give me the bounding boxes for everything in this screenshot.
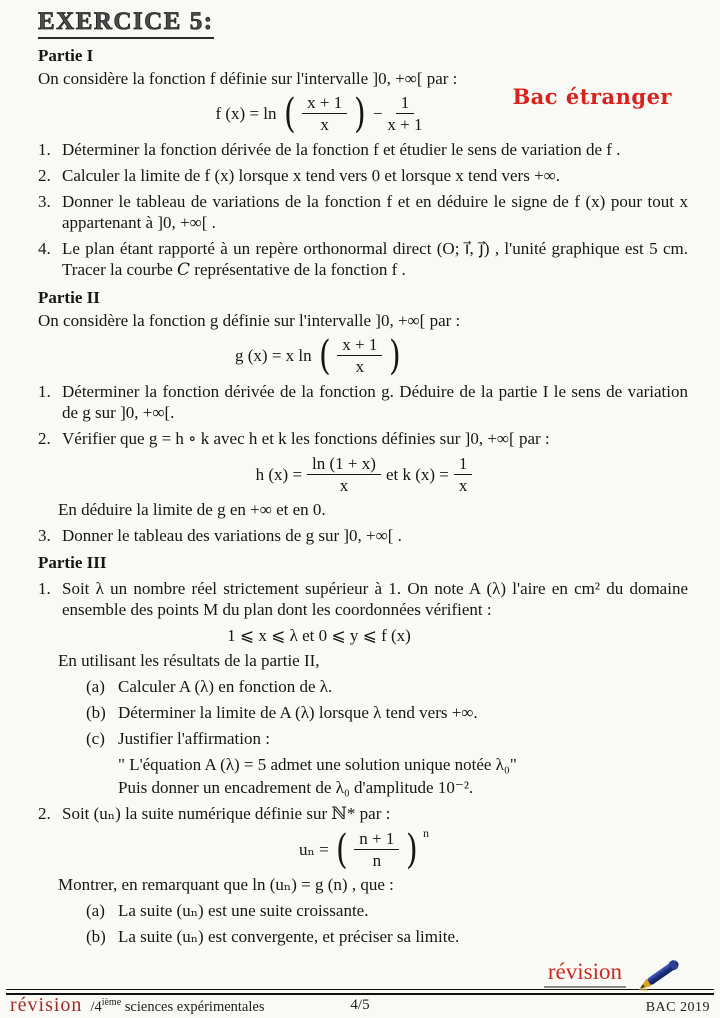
pen-icon xyxy=(630,954,686,998)
item-text: Calculer la limite de f (x) lorsque x tend vers 0 et lorsque x tend vers +∞. xyxy=(62,166,561,185)
fraction-numerator: n + 1 xyxy=(354,829,399,850)
footer-brand: révision xyxy=(10,994,83,1016)
fraction xyxy=(454,454,473,495)
item-text: Donner le tableau des variations de g sur ]0, +∞[ . xyxy=(62,526,402,545)
open-paren: ( xyxy=(318,332,331,379)
formula-un xyxy=(38,826,690,873)
footer-page-number: 4/5 xyxy=(350,997,370,1013)
part-2-heading: Partie II xyxy=(38,288,100,307)
item-number: 4. xyxy=(38,239,51,258)
sub-list-item xyxy=(86,900,690,921)
fraction xyxy=(302,93,347,134)
footer-course-rest: sciences expérimentales xyxy=(121,999,265,1015)
item-text: Déterminer la fonction dérivée de la fonction g. Déduire de la partie I le sens de variation de g sur ]0, +∞[. xyxy=(62,382,688,422)
item-number: 1. xyxy=(38,140,51,159)
revision-watermark-text: révision xyxy=(544,959,626,988)
montrer-line: Montrer, en remarquant que ln (uₙ) = g (n) , que : xyxy=(58,875,394,894)
encadrement-line: Puis donner un encadrement de λ₀ d'amplitude 10⁻². xyxy=(118,778,474,797)
list-item xyxy=(38,165,690,186)
footer xyxy=(10,995,710,1017)
formula-k-lhs: et k (x) = xyxy=(385,465,449,484)
sub-item-text: Calculer A (λ) en fonction de λ. xyxy=(118,677,333,696)
sub-item-label: (b) xyxy=(86,703,106,722)
item-number: 3. xyxy=(38,192,51,211)
fraction xyxy=(307,454,381,495)
formula-un-lhs: uₙ = xyxy=(298,840,329,859)
inequality-line: 1 ⩽ x ⩽ λ et 0 ⩽ y ⩽ f (x) xyxy=(227,626,411,645)
fraction-numerator: 1 xyxy=(454,454,473,475)
sub-list-item xyxy=(86,676,690,697)
fraction-denominator: x xyxy=(458,476,468,495)
list-item xyxy=(38,381,690,423)
fraction-denominator: x xyxy=(339,476,349,495)
item-number: 1. xyxy=(38,382,51,401)
close-paren: ) xyxy=(389,332,402,379)
sub-item-text: Déterminer la limite de A (λ) lorsque λ tend vers +∞. xyxy=(118,703,478,722)
formula-f-lhs: f (x) = ln xyxy=(215,104,277,123)
formula-g-lhs: g (x) = x ln xyxy=(235,346,312,365)
close-paren: ) xyxy=(354,90,366,137)
list-item xyxy=(38,525,690,546)
open-paren: ( xyxy=(283,90,296,137)
footer-year: BAC 2019 xyxy=(645,1000,710,1015)
note-limit-g: En déduire la limite de g en +∞ et en 0. xyxy=(58,500,326,519)
fraction-denominator: n xyxy=(372,851,382,870)
sub-item-text: Justifier l'affirmation : xyxy=(118,729,270,748)
item-number: 2. xyxy=(38,166,51,185)
exercise-title: EXERCICE 5: xyxy=(38,8,214,39)
minus-operator: − xyxy=(372,104,383,123)
sub-item-label: (a) xyxy=(86,901,105,920)
part-3-heading: Partie III xyxy=(38,553,107,572)
sub-list-item xyxy=(86,728,690,749)
list-item xyxy=(38,803,690,824)
list-item xyxy=(38,191,690,233)
item-text: Vérifier que g = h ∘ k avec h et k les fonctions définies sur ]0, +∞[ par : xyxy=(62,429,550,448)
fraction xyxy=(354,829,399,870)
formula-h-lhs: h (x) = xyxy=(255,465,303,484)
footer-course-sup: ième xyxy=(101,997,122,1009)
revision-watermark xyxy=(544,954,686,988)
bac-etranger-badge: Bac étranger xyxy=(512,84,672,109)
fraction-denominator: x xyxy=(320,115,329,134)
part-2-intro: On considère la fonction g définie sur l'intervalle ]0, +∞[ par : xyxy=(38,311,461,330)
exponent: n xyxy=(423,826,429,840)
list-item xyxy=(38,139,690,160)
using-results-line: En utilisant les résultats de la partie II, xyxy=(58,651,320,670)
sub-item-label: (c) xyxy=(86,729,105,748)
list-item xyxy=(38,238,690,281)
sub-item-text: La suite (uₙ) est convergente, et préciser sa limite. xyxy=(118,927,460,946)
item-text: Soit (uₙ) la suite numérique définie sur ℕ* par : xyxy=(62,804,391,823)
close-paren: ) xyxy=(406,826,419,873)
fraction-numerator: ln (1 + x) xyxy=(307,454,381,475)
fraction-numerator: x + 1 xyxy=(302,93,347,114)
item-text: Déterminer la fonction dérivée de la fonction f et étudier le sens de variation de f . xyxy=(62,140,621,159)
item-text-a: Le plan étant rapporté à un repère orthonormal direct (O; ı⃗, ȷ⃗) , l'unité graphique est 5 cm. Tracer la courbe xyxy=(62,239,688,279)
fraction xyxy=(337,335,382,376)
curve-letter: C xyxy=(177,260,191,280)
sub-item-label: (b) xyxy=(86,927,106,946)
fraction-denominator: x + 1 xyxy=(387,115,423,134)
footer-course-prefix: /4 xyxy=(90,999,102,1015)
item-text: Soit λ un nombre réel strictement supérieur à 1. On note A (λ) l'aire en cm² du domaine ensemble des points M du plan dont les coordonnées vérifient : xyxy=(62,579,688,619)
list-item xyxy=(38,428,690,449)
item-number: 2. xyxy=(38,429,51,448)
sub-item-text: La suite (uₙ) est une suite croissante. xyxy=(118,901,369,920)
sub-list-item xyxy=(86,702,690,723)
open-paren: ( xyxy=(335,826,348,873)
fraction-numerator: 1 xyxy=(396,93,415,114)
fraction-denominator: x xyxy=(355,357,365,376)
fraction xyxy=(387,93,422,134)
formula-h-k xyxy=(38,454,690,495)
part-1-heading: Partie I xyxy=(38,46,94,65)
affirmation-quote: " L'équation A (λ) = 5 admet une solution unique notée λ₀" xyxy=(118,755,517,774)
item-number: 1. xyxy=(38,579,51,598)
item-text xyxy=(62,238,690,281)
item-text: Donner le tableau de variations de la fonction f et en déduire le signe de f (x) pour tout x appartenant à ]0, +∞[ . xyxy=(62,192,688,232)
fraction-numerator: x + 1 xyxy=(337,335,382,356)
item-text-b: représentative de la fonction f . xyxy=(190,260,406,279)
sub-item-label: (a) xyxy=(86,677,105,696)
item-number: 3. xyxy=(38,526,51,545)
sub-list-item xyxy=(86,926,690,947)
part-1-intro: On considère la fonction f définie sur l'intervalle ]0, +∞[ par : xyxy=(38,69,458,88)
formula-g xyxy=(38,332,600,379)
item-number: 2. xyxy=(38,804,51,823)
list-item xyxy=(38,578,690,620)
